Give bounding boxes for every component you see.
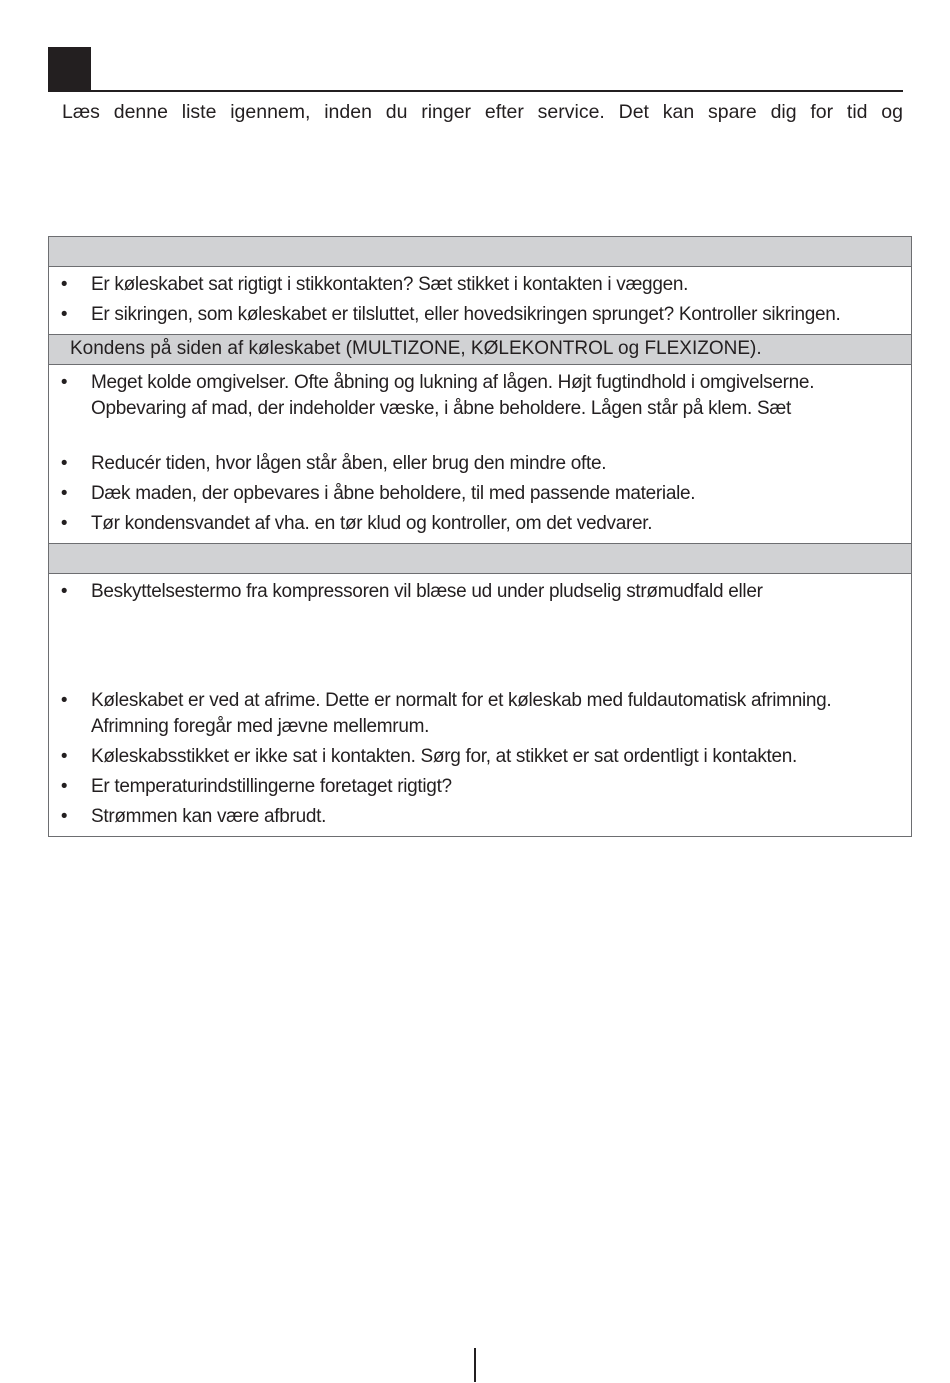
section-heading-3 bbox=[49, 543, 911, 574]
list-item: • Beskyttelsestermo fra kompressoren vil blæse ud under pludselig strømudfald eller bbox=[49, 579, 911, 605]
bullet-icon: • bbox=[60, 372, 68, 393]
troubleshooting-table bbox=[48, 236, 912, 837]
section-items-3 bbox=[49, 574, 911, 836]
bullet-icon: • bbox=[60, 453, 68, 474]
list-item: • Køleskabsstikket er ikke sat i kontakten. Sørg for, at stikket er sat ordentligt i kontakten. bbox=[49, 744, 911, 770]
list-item: • Køleskabet er ved at afrime. Dette er normalt for et køleskab med fuldautomatisk afrimning. Afrimning foregår med jævne mellemrum. bbox=[49, 688, 911, 740]
page-number-divider bbox=[474, 1348, 476, 1382]
list-item: • Er sikringen, som køleskabet er tilsluttet, eller hovedsikringen sprunget? Kontroller sikringen. bbox=[49, 302, 911, 328]
bullet-icon: • bbox=[60, 274, 68, 295]
intro-text: Læs denne liste igennem, inden du ringer efter service. Det kan spare dig for tid og bbox=[62, 101, 903, 123]
bullet-icon: • bbox=[60, 513, 68, 534]
list-item: • Er temperaturindstillingerne foretaget rigtigt? bbox=[49, 774, 911, 800]
bullet-icon: • bbox=[60, 304, 68, 325]
list-item: • Er køleskabet sat rigtigt i stikkontakten? Sæt stikket i kontakten i væggen. bbox=[49, 272, 911, 298]
bullet-icon: • bbox=[60, 690, 68, 711]
spacer bbox=[49, 426, 911, 448]
list-item: • Strømmen kan være afbrudt. bbox=[49, 804, 911, 830]
bullet-icon: • bbox=[60, 746, 68, 767]
bullet-icon: • bbox=[60, 483, 68, 504]
section-heading-2: Kondens på siden af køleskabet (MULTIZONE, KØLEKONTROL og FLEXIZONE). bbox=[49, 334, 911, 365]
list-item: • Tør kondensvandet af vha. en tør klud og kontroller, om det vedvarer. bbox=[49, 511, 911, 537]
section-items-1 bbox=[49, 267, 911, 334]
bullet-icon: • bbox=[60, 776, 68, 797]
section-marker bbox=[48, 47, 91, 91]
bullet-icon: • bbox=[60, 581, 68, 602]
list-item: • Meget kolde omgivelser. Ofte åbning og lukning af lågen. Højt fugtindhold i omgivelserne. Opbevaring af mad, der indeholder væske, i åbne beholdere. Lågen står på klem. Sæt bbox=[49, 370, 911, 422]
section-heading-1 bbox=[49, 237, 911, 267]
list-item: • Dæk maden, der opbevares i åbne beholdere, til med passende materiale. bbox=[49, 481, 911, 507]
section-rule bbox=[48, 90, 903, 92]
spacer bbox=[49, 609, 911, 685]
bullet-icon: • bbox=[60, 806, 68, 827]
list-item: • Reducér tiden, hvor lågen står åben, eller brug den mindre ofte. bbox=[49, 451, 911, 477]
section-items-2 bbox=[49, 365, 911, 543]
